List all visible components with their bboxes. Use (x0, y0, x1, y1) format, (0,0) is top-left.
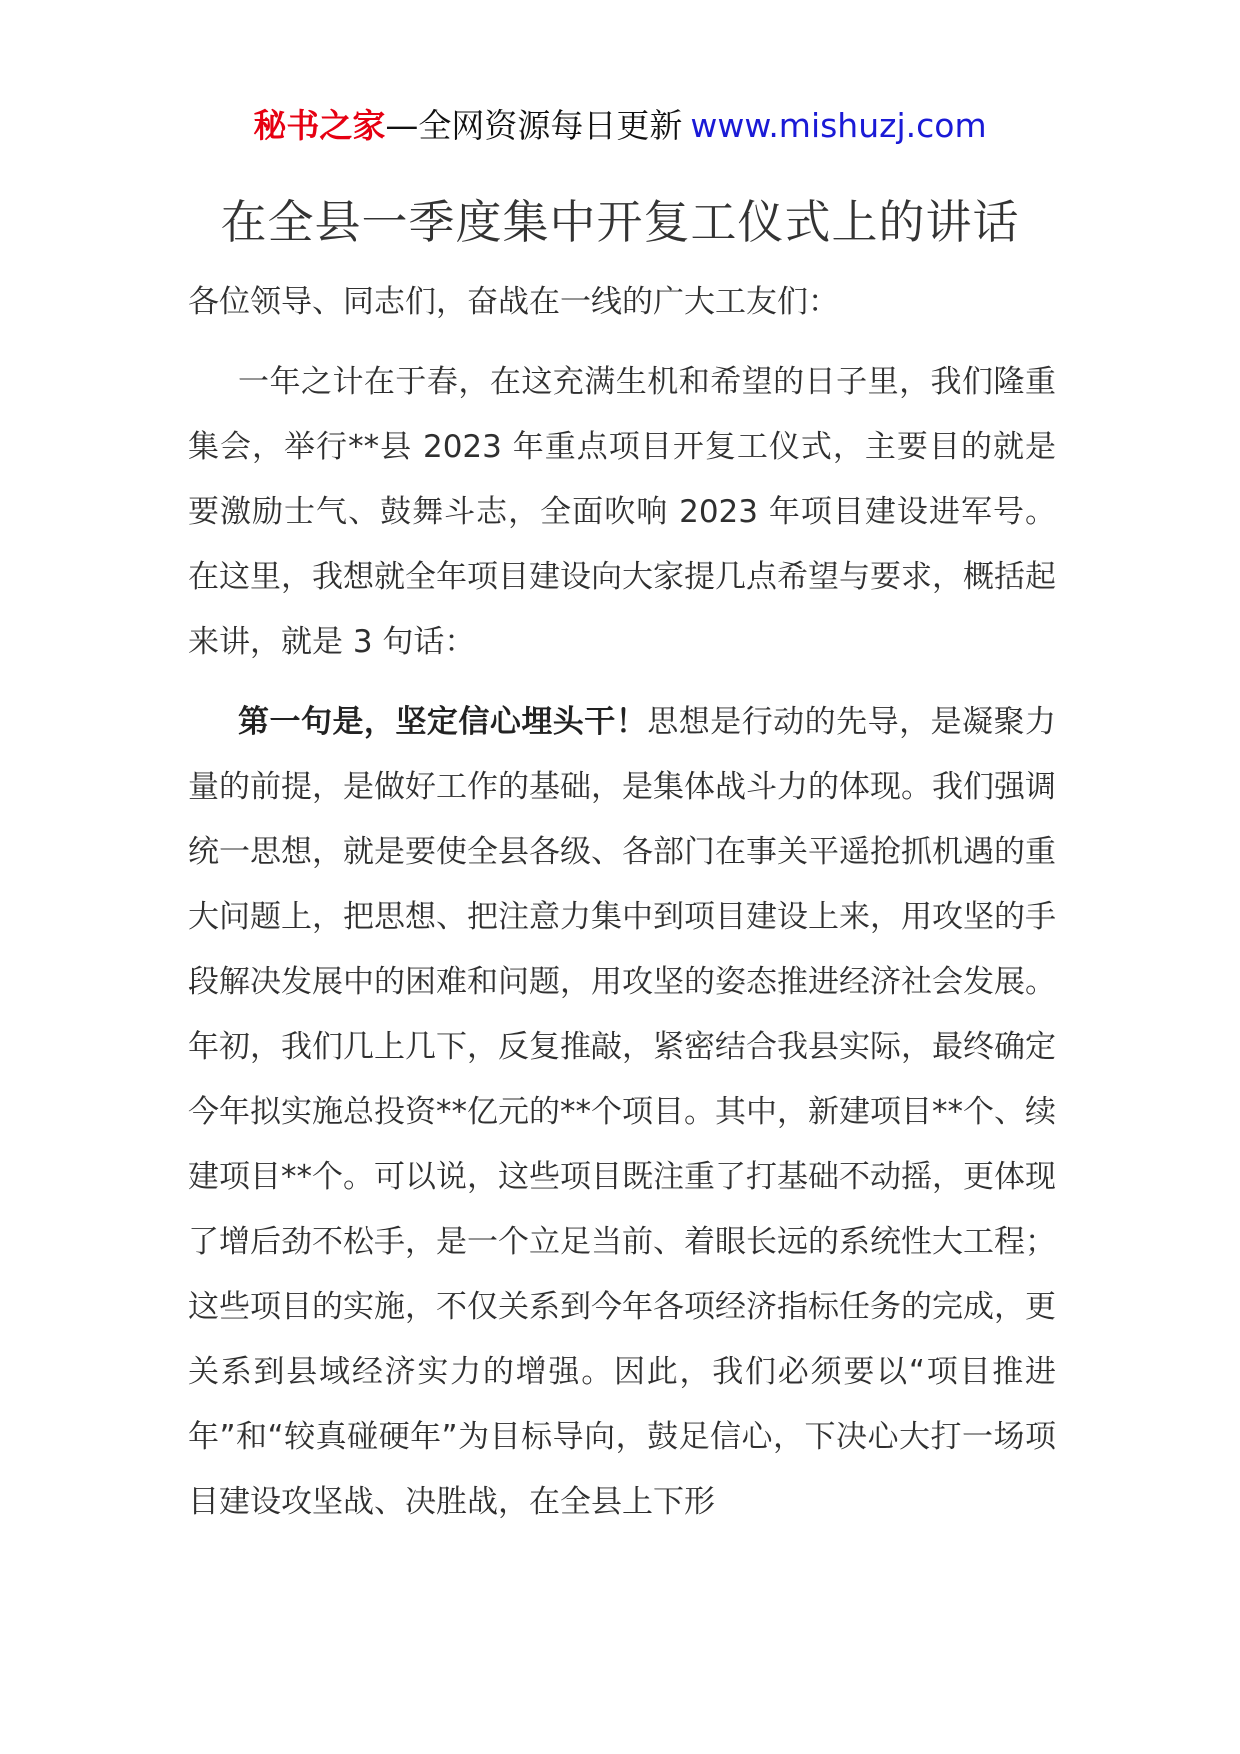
paragraph-2-body: 思想是行动的先导，是凝聚力量的前提，是做好工作的基础，是集体战斗力的体现。我们强调统一思想，就是要使全县各级、各部门在事关平遥抢抓机遇的重大问题上，把思想、把注意力集中到项目建设上来，用攻坚的手段解决发展中的困难和问题，用攻坚的姿态推进经济社会发展。年初，我们几上几下，反复推敲，紧密结合我县实际，最终确定今年拟实施总投资**亿元的**个项目。其中，新建项目**个、续建项目**个。可以说，这些项目既注重了打基础不动摇，更体现了增后劲不松手，是一个立足当前、着眼长远的系统性大工程；这些项目的实施，不仅关系到今年各项经济指标任务的完成，更关系到县域经济实力的增强。因此，我们必须要以“项目推进年”和“较真碰硬年”为目标导向，鼓足信心，下决心大打一场项目建设攻坚战、决胜战，在全县上下形 (188, 704, 1057, 1520)
brand-name: 秘书之家 (253, 106, 386, 145)
paragraph-2 (188, 690, 1056, 1535)
paragraph-1: 一年之计在于春，在这充满生机和希望的日子里，我们隆重集会，举行**县 2023 年重点项目开复工仪式，主要目的就是要激励士气、鼓舞斗志，全面吹响 2023 年项目建设进军号。在这里，我想就全年项目建设向大家提几点希望与要求，概括起来讲，就是 3 句话： (188, 364, 1056, 660)
paragraph-2-lead: 第一句是，坚定信心埋头干！ (238, 704, 648, 740)
document-title: 在全县一季度集中开复工仪式上的讲话 (220, 195, 1020, 249)
site-url-link[interactable]: www.mishuzj.com (690, 106, 987, 145)
site-header (0, 104, 1240, 148)
header-tagline: —全网资源每日更新 (385, 106, 683, 145)
document-body (188, 270, 1056, 1535)
salutation: 各位领导、同志们，奋战在一线的广大工友们： (188, 284, 839, 320)
